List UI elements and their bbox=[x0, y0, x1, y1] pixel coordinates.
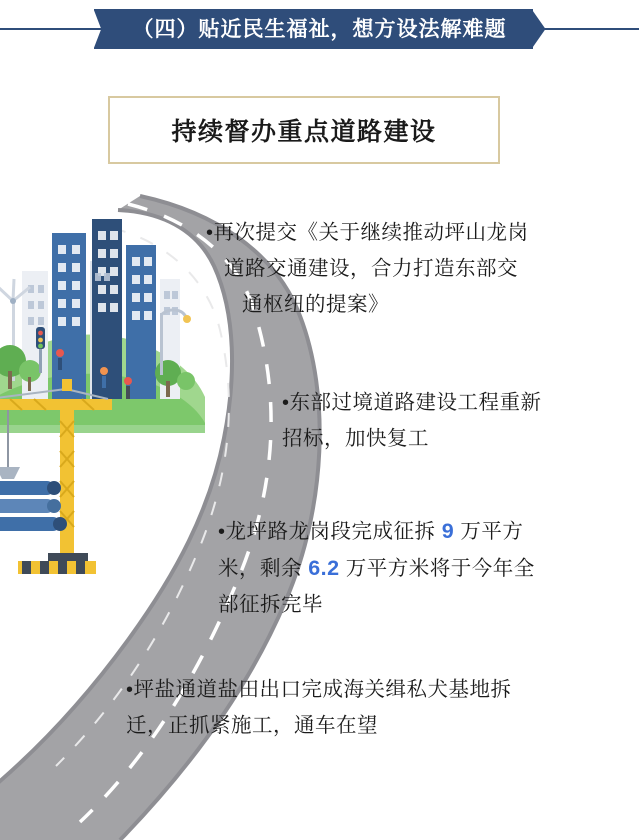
header-rule-left bbox=[0, 28, 110, 30]
bullet-marker-3: • bbox=[218, 521, 226, 543]
crane-hook-icon bbox=[0, 467, 20, 479]
title-box bbox=[108, 96, 500, 164]
bullet-marker-4: • bbox=[126, 679, 134, 701]
bullet-item-4 bbox=[126, 672, 616, 744]
bullet-text-3-seg-3: 米，剩余 bbox=[218, 557, 302, 580]
bullet-text-3-seg-1: 龙坪路龙岗段完成征拆 bbox=[225, 520, 436, 543]
bullet-text-1-line-3: 通枢纽的提案》 bbox=[242, 293, 389, 316]
bullet-item-1 bbox=[206, 215, 606, 323]
building-2 bbox=[52, 233, 86, 399]
section-banner-label: （四）贴近民生福祉，想方设法解难题 bbox=[132, 18, 507, 41]
pipe-stack bbox=[0, 481, 67, 531]
bullet-marker-2: • bbox=[282, 392, 290, 414]
header-rule-right bbox=[529, 28, 639, 30]
bullet-text-1-line-1: 再次提交《关于继续推动坪山龙岗 bbox=[213, 221, 529, 244]
section-banner bbox=[107, 9, 533, 49]
bullet-text-4-line-1: 坪盐通道盐田出口完成海关缉私犬基地拆 bbox=[133, 678, 512, 701]
bullet-text-3-seg-2: 万平方 bbox=[460, 520, 524, 543]
road-barrier-icon bbox=[18, 561, 96, 574]
bullet-marker-1: • bbox=[206, 222, 214, 244]
highlight-number-9: 9 bbox=[441, 519, 455, 543]
bullet-text-2-line-2: 招标，加快复工 bbox=[282, 427, 429, 450]
bullet-text-2-line-1: 东部过境道路建设工程重新 bbox=[289, 391, 542, 414]
header bbox=[0, 0, 639, 58]
bullet-item-2 bbox=[282, 385, 612, 457]
bullet-text-3-seg-5: 部征拆完毕 bbox=[218, 593, 323, 616]
bullet-item-3 bbox=[218, 513, 608, 623]
bullet-text-4-line-2: 迁，正抓紧施工，通车在望 bbox=[126, 714, 378, 737]
page-title: 持续督办重点道路建设 bbox=[171, 118, 437, 146]
crane-icon bbox=[0, 379, 112, 563]
bullet-text-3-seg-4: 万平方米将于今年全 bbox=[345, 557, 535, 580]
bullet-text-1-line-2: 道路交通建设，合力打造东部交 bbox=[224, 257, 518, 280]
building-5 bbox=[126, 245, 156, 399]
highlight-number-62: 6.2 bbox=[308, 556, 340, 580]
